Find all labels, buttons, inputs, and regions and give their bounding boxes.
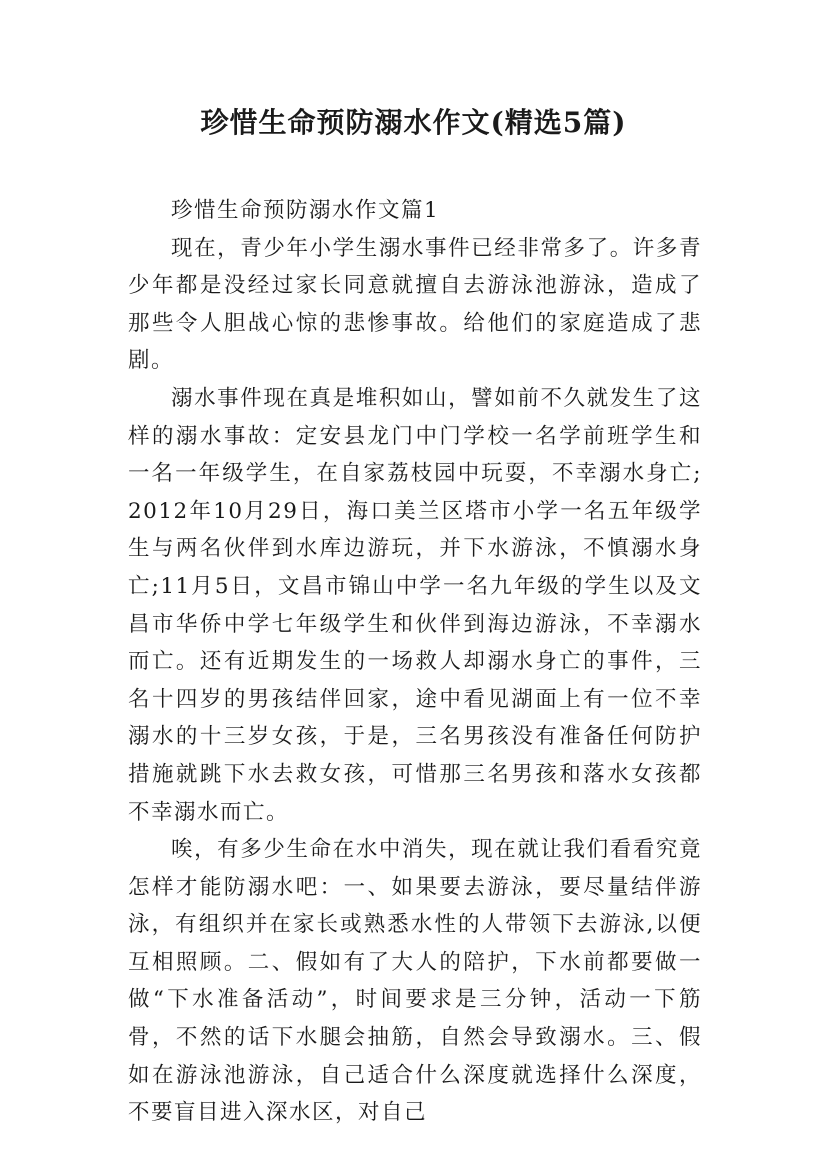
section-heading: 珍惜生命预防溺水作文篇1 — [171, 198, 440, 223]
document-body — [128, 192, 702, 1132]
document-title: 珍惜生命预防溺水作文(精选5篇) — [200, 106, 627, 139]
paragraph: 唉，有多少生命在水中消失，现在就让我们看看究竟怎样才能防溺水吧：一、如果要去游泳，要尽量结伴游泳，有组织并在家长或熟悉水性的人带领下去游泳,以便互相照顾。二、假如有了大人的陪护，下水前都要做一做“下水准备活动”，时间要求是三分钟，活动一下筋骨，不然的话下水腿会抽筋，自然会导致溺水。三、假如在游泳池游泳，自己适合什么深度就选择什么深度，不要盲目进入深水区，对自己 — [128, 837, 702, 1126]
paragraph: 现在，青少年小学生溺水事件已经非常多了。许多青少年都是没经过家长同意就擅自去游泳池游泳，造成了那些令人胆战心惊的悲惨事故。给他们的家庭造成了悲剧。 — [128, 235, 702, 374]
paragraph: 溺水事件现在真是堆积如山，譬如前不久就发生了这样的溺水事故：定安县龙门中门学校一名学前班学生和一名一年级学生，在自家荔枝园中玩耍，不幸溺水身亡;2012年10月29日，海口美兰区塔市小学一名五年级学生与两名伙伴到水库边游玩，并下水游泳，不慎溺水身亡;11月5日，文昌市锦山中学一名九年级的学生以及文昌市华侨中学七年级学生和伙伴到海边游泳，不幸溺水而亡。还有近期发生的一场救人却溺水身亡的事件，三名十四岁的男孩结伴回家，途中看见湖面上有一位不幸溺水的十三岁女孩，于是，三名男孩没有准备任何防护措施就跳下水去救女孩，可惜那三名男孩和落水女孩都不幸溺水而亡。 — [128, 385, 702, 825]
